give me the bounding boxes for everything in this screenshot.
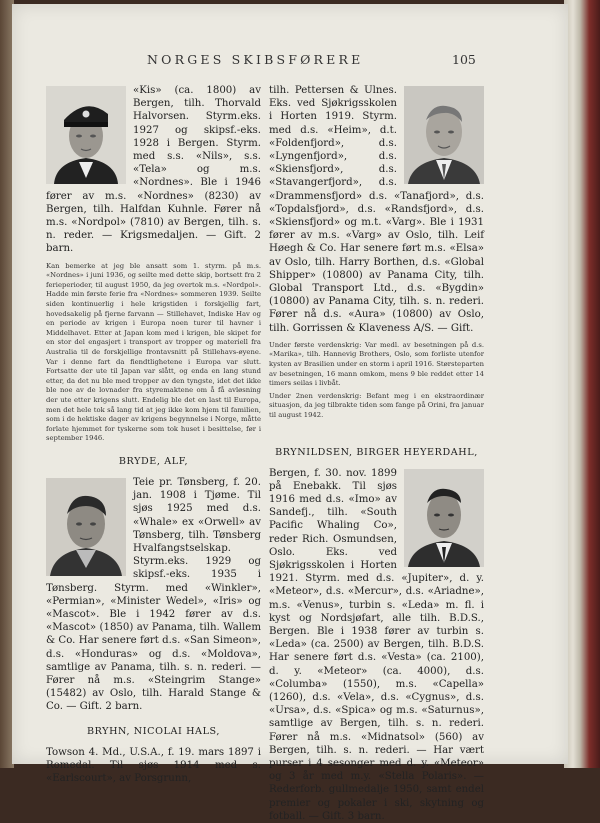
bio-text: «Kis» (ca. 1800) av Bergen, tilh. Thorvald Halvorsen. Styrm.eks. 1927 og skipsf.-eks. 1928 i Bergen. Styrm. med s.s. «Nils», s.s. «Tela» og m.s. «Nordnes». Ble i 1946 fører av m.s. «Nordnes» (8230) av Bergen, tilh. Halfdan Kuhnle. Fører nå m.s. «Nordpol» (7810) av Bergen, tilh. s. n. reder. — Krigsmedaljen. — Gift. 2 barn. [46, 85, 261, 255]
bio-heading: BRYHN, NICOLAI HALS, [86, 725, 221, 737]
running-title: NORGES SKIBSFØRERE [147, 52, 364, 67]
left-column [46, 84, 261, 785]
bio-text: Bergen, f. 30. nov. 1899 på Enebakk. Til sjøs 1916 med d.s. «Imo» av Sandefj., tilh. «South Pacific Whaling Co», reder Rich. Osmundsen, Oslo. Eks. ved Sjøkrigsskolen i Horten 1921. Styrm. med d.s. «Jupiter», d. y. «Meteor», d.s. «Mercur», d.s. «Ariadne», m.s. «Venus», turbin s. «Leda» m. fl. i kyst og Nordsjøfart, alle tilh. B.D.S., Bergen. Ble i 1938 fører av turbin s. «Leda» (ca. 2500) av Bergen, tilh. B.D.S. Har senere ført d.s. «Vesta» (ca. 2100), d. y. «Meteor» (ca. 4000), d.s. «Columba» (1550), m.s. «Capella» (1260), d.s. «Vela», d.s. «Cygnus», d.s. «Ursa», d.s. «Spica» og m.s. «Saturnus», samtlige av Bergen, tilh. s. n. rederi. Fører nå m.s. «Midnatsol» (560) av Bergen, tilh. s. n. rederi. — Har vært purser i 4 sesonger med d. y. «Meteor» og 3 år med m.y. «Stella Polaris». — Rederforb. gullmedalje 1950, samt endel premier og pokaler i ski, skytning og fotball. — Gift. 3 barn. [269, 467, 484, 822]
bio-heading: BRYDE, ALF, [118, 455, 189, 467]
page-number: 105 [452, 52, 476, 67]
bio-text: Teie pr. Tønsberg, f. 20. jan. 1908 i Tjøme. Til sjøs 1925 med d.s. «Whale» ex «Orwell» av Tønsberg, tilh. Tønsberg Hvalfangstselskap. Styrm.eks. 1929 og skipsf.-eks. 1935 i Tønsberg. Styrm. med «Winkler», «Permian», «Minister Wedel», «Iris» og «Mascot». Ble i 1942 fører av d.s. «Mascot» (1850) av Panama, tilh. Wallem & Co. Har senere ført d.s. «San Simeon», d.s. «Honduras» og d.s. «Moldova», samtlige av Panama, tilh. s. n. rederi. — Fører nå m.s. «Steingrim Stange» (15482) av Oslo, tilh. Harald Stange & Co. — Gift. 2 barn. [46, 476, 261, 713]
bio-note: Kan bemerke at jeg ble ansatt som 1. styrm. på m.s. «Nordnes» i juni 1936, og seilte med dette skip, bortsett fra 2 ferieperioder, til august 1950, da jeg overtok m.s. «Nordpol». Hadde min første ferie fra «Nordnes» sommeren 1939. Seilte siden kontinuerlig i hele krigstiden i forskjellig fart, hovedsakelig på fjerne farvann — Stillehavet, Indiske Hav og en periode av krigen i Europa noen turer til havner i Middelhavet. Etter at Japan kom med i krigen, ble skipet for en stor del engasjert i transport av tropper og materiell fra Australia til de forskjellige frontavsnitt på Stillehavs-øyene. Var i denne fart da fiendtlighetene i Europa var slutt. Fortsatte der ute til Japan var slått, og enda en lang stund etter, da det nu ble med tropper av den tyngste, idet det ikke ble noe av de lovnader fra styremaktene om å få avløsning der ute etter krigens slutt. Endelig ble det en last til Europa, men det hele tok så lang tid at jeg ikke kom hjem til familien, som i de hektiske dager av krigens begynnelse i Norge, måtte forlate hjemmet for tyskerne som tok huset i besittelse, før i september 1946. [46, 261, 261, 443]
bio-text: Towson 4. Md., U.S.A., f. 19. mars 1897 i Romedal. Til sjøs 1914 med s. «Earlscourt», av Porsgrunn, [46, 746, 261, 784]
book-page-edges [564, 0, 600, 768]
portrait-man-icon [46, 478, 126, 576]
portrait-captain-cap-icon [46, 86, 126, 184]
bio-note: Under første verdenskrig: Var medl. av besetningen på d.s. «Marika», tilh. Hannevig Brothers, Oslo, som forliste utenfor kysten av Brasilien under en storm i april 1916. Størsteparten av besetningen, 16 mann omkom, mens 9 ble reddet etter 14 timers seilas i livbåt. [269, 340, 484, 388]
bio-heading: BRYNILDSEN, BIRGER HEYERDAHL, [275, 446, 478, 458]
bio-note: Under 2nen verdenskrig: Befant meg i en ekstraordinær situasjon, da jeg tilbrakte tiden som fange på Orini, fra januar til august 1942. [269, 391, 484, 420]
page-header [12, 52, 568, 70]
right-column [269, 84, 484, 823]
book-page [12, 4, 568, 822]
bio-text: tilh. Pettersen & Ulnes. Eks. ved Sjøkrigsskolen i Horten 1919. Styrm. med d.s. «Heim», d.t. «Foldenfjord», d.s. «Lyngenfjord», d.s. «Skiensfjord», d.s. «Stavangerfjord», d.s. «Drammensfjord» d.s. «Tanafjord», d.s. «Topdalsfjord», d.s. «Randsfjord», d.s. «Skiensfjord» og m.t. «Varg». Ble i 1931 fører av m.s. «Varg» av Oslo, tilh. Leif Høegh & Co. Har senere ført m.s. «Elsa» av Oslo, tilh. Harry Borthen, d.s. «Global Shipper» (10800) av Panama City, tilh. Global Transport Ltd., d.s. «Bygdin» (10800) av Panama City, tilh. s. n. rederi. Fører nå d.s. «Aura» (10800) av Oslo, tilh. Gorrissen & Klaveness A/S. — Gift. [269, 85, 484, 334]
portrait-man-tie-icon [404, 469, 484, 567]
portrait-man-suit-icon [404, 86, 484, 184]
